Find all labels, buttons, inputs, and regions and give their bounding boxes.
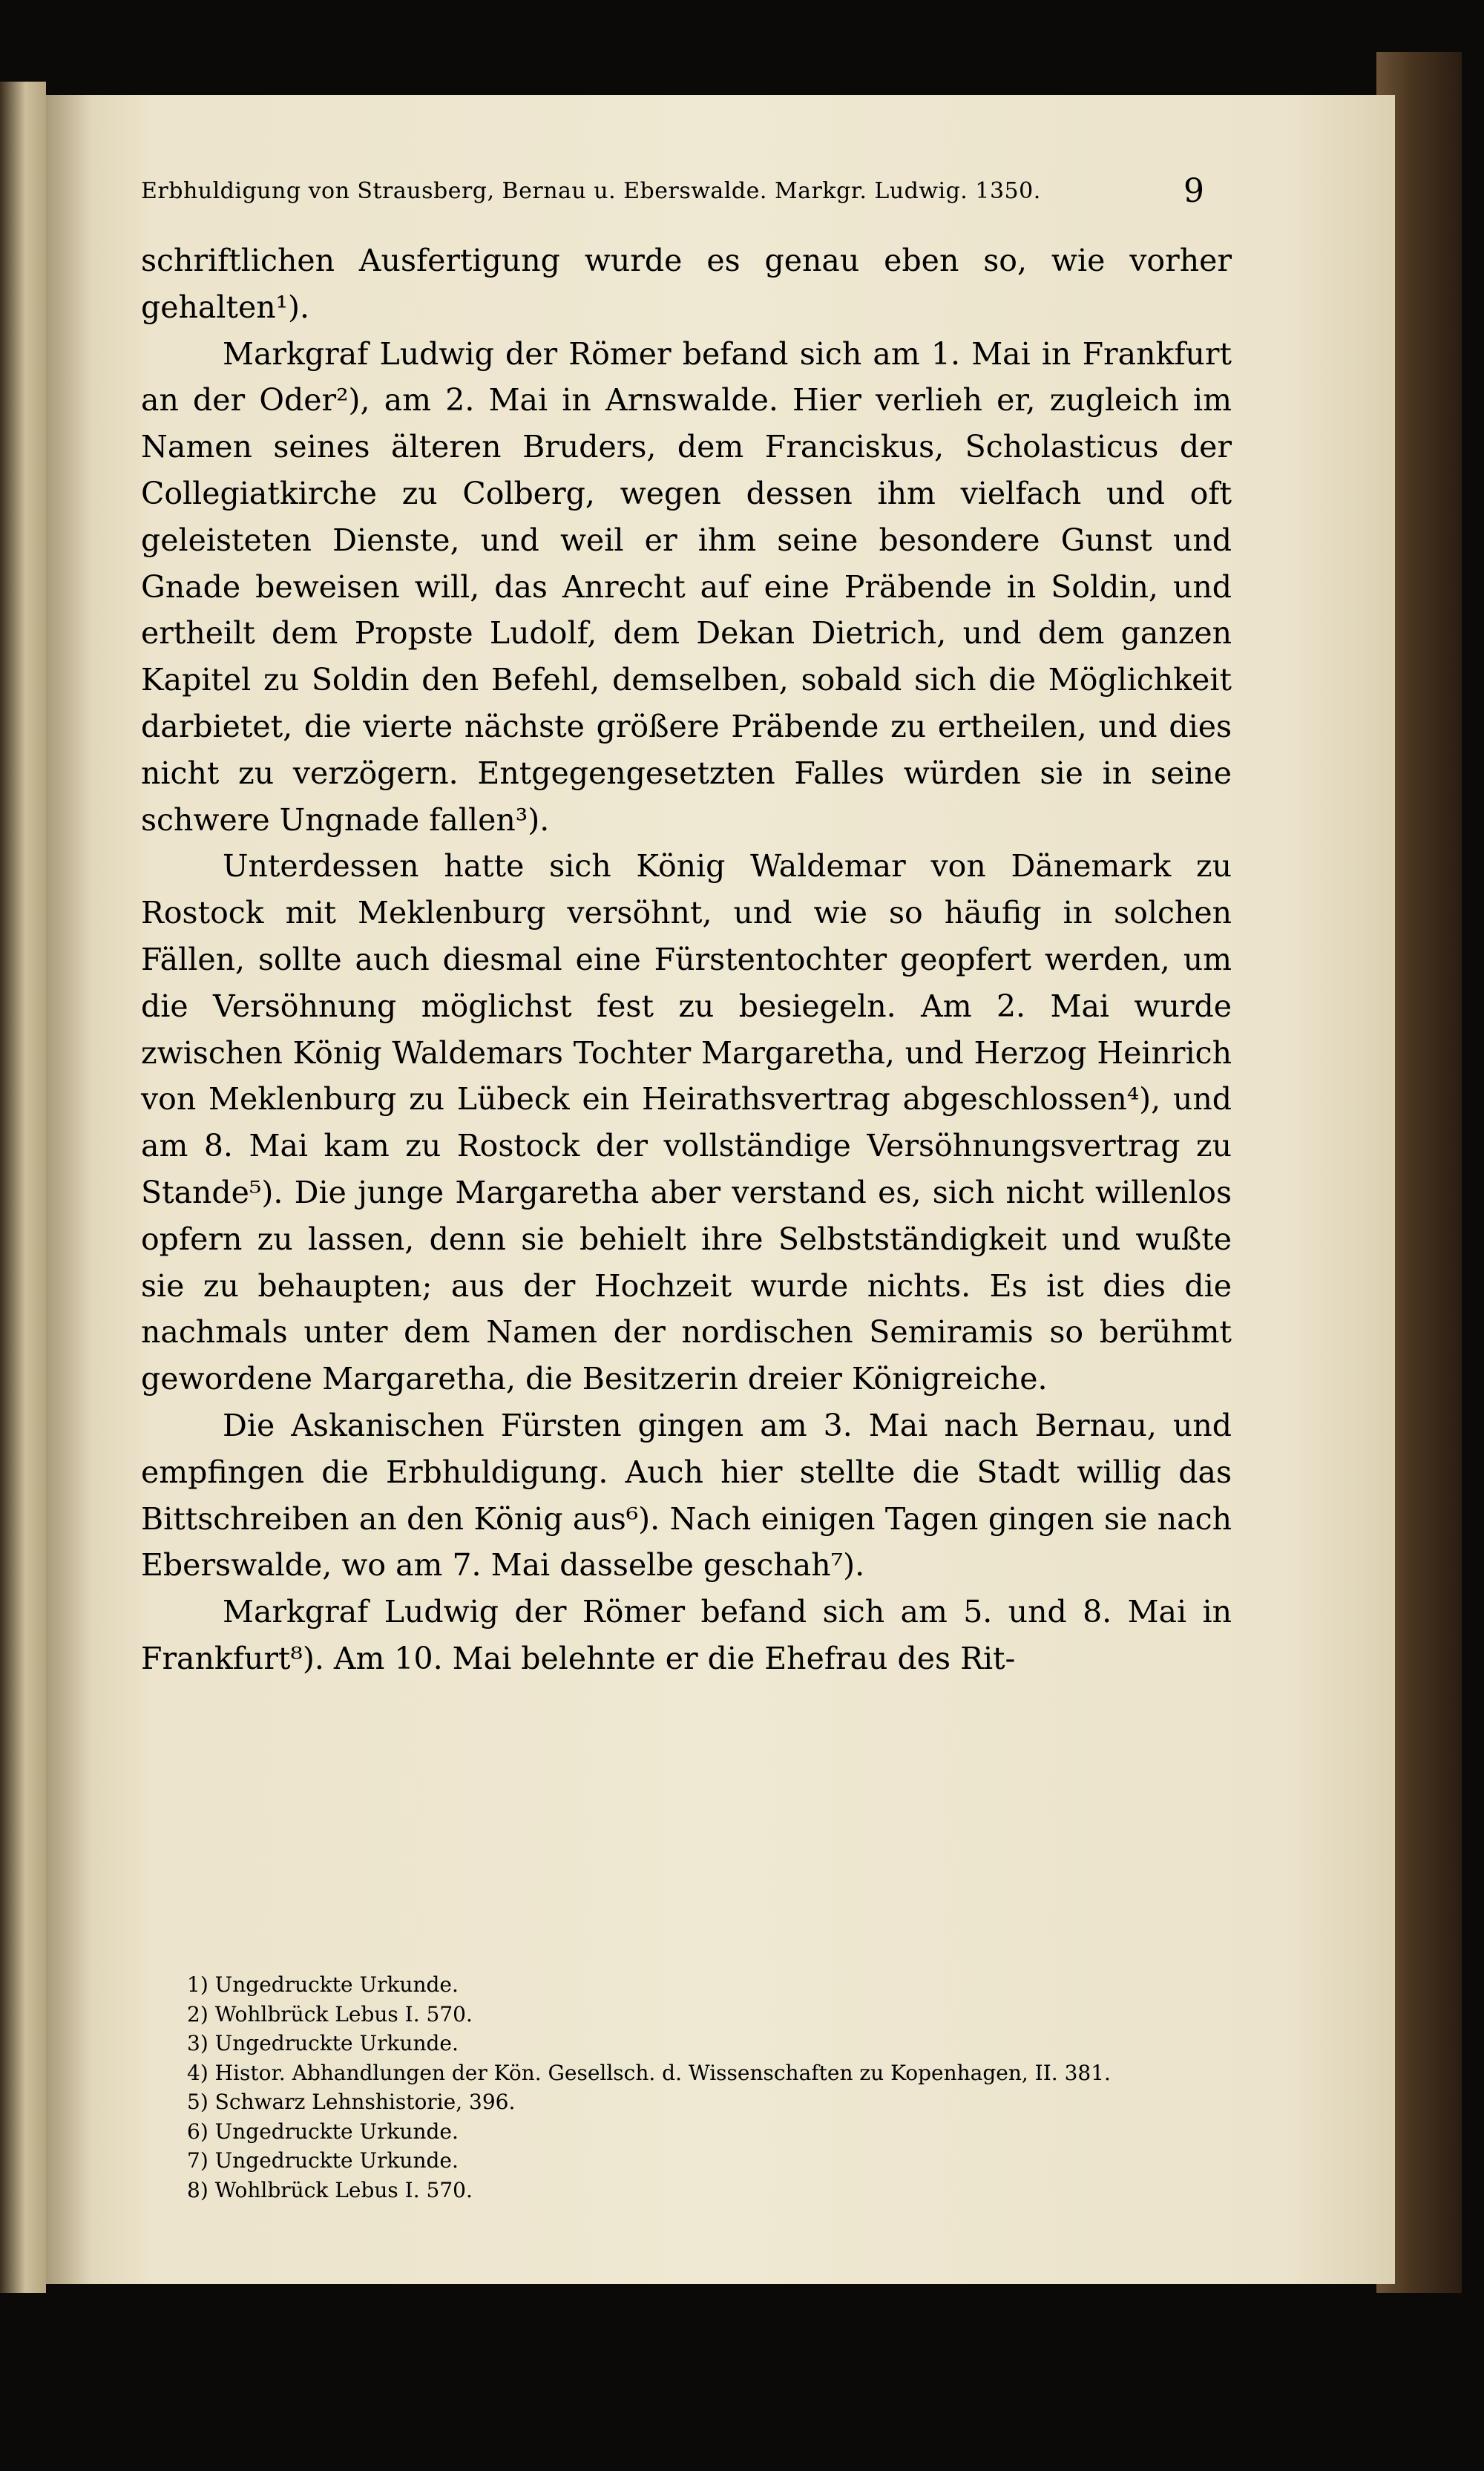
footnote: 8) Wohlbrück Lebus I. 570. <box>187 2177 473 2202</box>
paragraph: Die Askanischen Fürsten gingen am 3. Mai nach Bernau, und empfingen die Erbhuldigung. Auch hier stellte die Stadt willig das Bittschreiben an den König aus⁶). Nach einigen Tagen gingen sie nach Eberswalde, wo am 7. Mai dasselbe geschah⁷). <box>141 1407 1232 1584</box>
page-number: 9 <box>1183 172 1204 210</box>
footnote: 2) Wohlbrück Lebus I. 570. <box>187 2001 473 2027</box>
footnote: 3) Ungedruckte Urkunde. <box>187 2031 459 2055</box>
footnote: 6) Ungedruckte Urkunde. <box>187 2119 459 2144</box>
footnote: 5) Schwarz Lehnshistorie, 396. <box>187 2090 516 2114</box>
paragraph: Markgraf Ludwig der Römer befand sich am 5. und 8. Mai in Frankfurt⁸). Am 10. Mai belehnte er die Ehefrau des Rit- <box>141 1594 1232 1676</box>
footnotes <box>187 1970 1263 2205</box>
footnote: 4) Histor. Abhandlungen der Kön. Gesellsch. d. Wissenschaften zu Kopenhagen, II. 381. <box>187 2060 1111 2085</box>
gutter-shadow <box>46 95 91 2284</box>
footnote: 1) Ungedruckte Urkunde. <box>187 1972 459 1997</box>
body-text <box>141 237 1232 1682</box>
running-head: Erbhuldigung von Strausberg, Bernau u. Eberswalde. Markgr. Ludwig. 1350. <box>141 178 1041 204</box>
paragraph-continuation: schriftlichen Ausfertigung wurde es genau eben so, wie vorher gehalten¹). <box>141 243 1232 325</box>
paragraph: Markgraf Ludwig der Römer befand sich am 1. Mai in Frankfurt an der Oder²), am 2. Mai in Arnswalde. Hier verlieh er, zugleich im Namen seines älteren Bruders, dem Franciskus, Scholasticus der Collegiatkirche zu Colberg, wegen dessen ihm vielfach und oft geleisteten Dienste, und weil er ihm seine besondere Gunst und Gnade beweisen will, das Anrecht auf eine Präbende in Soldin, und ertheilt dem Propste Ludolf, dem Dekan Dietrich, und dem ganzen Kapitel zu Soldin den Befehl, demselben, sobald sich die Möglichkeit darbietet, die vierte nächste größere Präbende zu ertheilen, und dies nicht zu verzögern. Entgegengesetzten Falles würden sie in seine schwere Ungnade fallen³). <box>141 335 1232 838</box>
facing-page-edge <box>0 82 46 2293</box>
paragraph: Unterdessen hatte sich König Waldemar von Dänemark zu Rostock mit Meklenburg versöhnt, und wie so häufig in solchen Fällen, sollte auch diesmal eine Fürstentochter geopfert werden, um die Versöhnung möglichst fest zu besiegeln. Am 2. Mai wurde zwischen König Waldemars Tochter Margaretha, und Herzog Heinrich von Meklenburg zu Lübeck ein Heirathsvertrag abgeschlossen⁴), und am 8. Mai kam zu Rostock der vollständige Versöhnungsvertrag zu Stande⁵). Die junge Margaretha aber verstand es, sich nicht willenlos opfern zu lassen, denn sie behielt ihre Selbstständigkeit und wußte sie zu behaupten; aus der Hochzeit wurde nichts. Es ist dies die nachmals unter dem Namen der nordischen Semiramis so berühmt gewordene Margaretha, die Besitzerin dreier Königreiche. <box>141 848 1232 1397</box>
footnote: 7) Ungedruckte Urkunde. <box>187 2148 459 2173</box>
